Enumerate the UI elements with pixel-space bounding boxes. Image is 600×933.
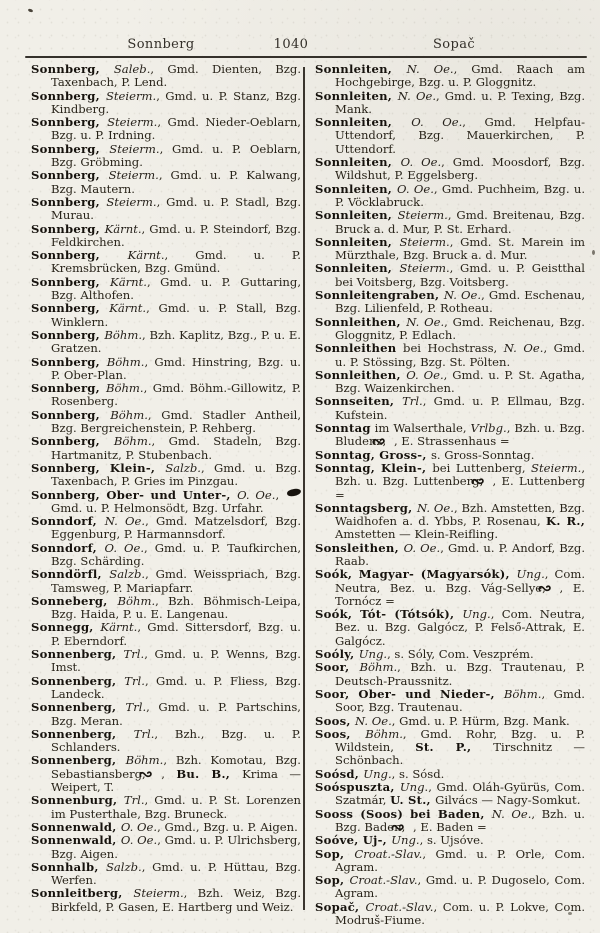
region-abbr: Steierm. [133,886,184,901]
headword: Sonnegg, [31,620,101,635]
entry [315,262,585,289]
region-abbr: N. Oe. [491,806,532,821]
region-abbr: Steierm. [109,141,160,156]
region-abbr: Steierm. [531,460,582,475]
headword: Soóve, Uj-, [315,833,392,848]
entry-text: , Gmd. Nieder-Oeblarn, Bzg. u. P. Irdning. [51,115,301,143]
entry-text: , s. Ujsóve. [419,833,484,848]
entry-text: , E. Luttenberg = [335,474,586,502]
entry-text: , Gmd. u. Bzg. Taxenbach, P. Gries im Pinzgau. [51,460,302,489]
entry [315,462,585,502]
headword: Sonndorf, [31,540,105,555]
region-abbr: Böhm. [365,726,403,741]
region-abbr: Croat.-Slav. [354,846,423,861]
entry [31,356,301,383]
entry [31,794,301,821]
entry-text: , Bzh. Kaplitz, Bzg., P. u. E. Gratzen. [51,327,301,356]
region-abbr: Trl. [124,673,145,688]
headword: Bu. B., [176,766,243,781]
headword: Sonnberg, [31,248,128,263]
entry-text: Krima — Weipert, T. [51,766,301,795]
headword: Sonnenburg, [31,793,124,808]
entry-text: Amstetten — Klein-Reifling. [335,527,499,542]
entry-text: , E. Strassenhaus = [393,434,510,449]
paper-speck [592,250,595,255]
region-abbr: Böhm. [125,753,164,768]
entry-text: , Bzh. u. Bzg. Luttenberg, [335,460,585,489]
entry-text: , Gmd. u. P. Stadl, Bzg. Murau. [51,194,302,223]
region-abbr: Steierm. [107,115,158,130]
headword: K. R., [546,514,585,529]
region-abbr: Böhm. [110,407,148,422]
region-abbr: O. Oe. [400,155,442,170]
entry [31,409,301,436]
headword: Sonnberg, [31,221,105,236]
entry-text: , Gmd. u. P. St. Agatha, Bzg. Waizenkirchen. [335,367,585,396]
entry [31,276,301,303]
column-divider [303,67,305,910]
entry [315,568,585,608]
headword: Sonnleithen, [315,367,407,382]
headword: Sonnhalb, [31,859,106,874]
region-abbr: Steierm. [106,194,157,209]
headword: Sooss (Soos) bei Baden, [315,806,492,821]
entry [315,289,585,316]
entry-text: , Gmd. u. P. Andorf, Bzg. Raab. [335,540,585,568]
entry-text: , Bzh. u. Bzg. Trautenau, P. Deutsch-Praussnitz. [335,660,585,688]
entry [315,63,585,90]
region-abbr: Salzb. [165,460,201,475]
entry-text: , Gmd. Breitenau, Bzg. Bruck a. d. Mur, P. St. Erhard. [335,208,585,236]
headword: Sonntagsberg, [315,500,417,515]
entry-text: , s. Sósd. [391,766,445,781]
region-abbr: N. Oe. [443,288,482,303]
entry [31,169,301,196]
headword: Sop, [315,873,350,888]
entry-text: , Gmd. u. P. Stall, Bzg. Winklern. [51,301,301,329]
headword: Soor, Ober- und Nieder-, [315,686,504,701]
entry [315,156,585,183]
entry-text: , Gmd. Matzelsdorf, Bzg. Eggenburg, P. Harmannsdorf. [51,514,302,542]
headword: Sonnberg, [31,354,107,369]
entry-text: , [161,766,177,781]
region-abbr: Salzb. [105,859,142,874]
entry [315,395,585,422]
entry-text: , Gmd. u. P. Hüttau, Bzg. Werfen. [51,859,301,888]
entry-text: , Gmd. u. P. Partschins, Bzg. Meran. [51,700,301,728]
entry [315,728,585,768]
region-abbr: N. Oe. [416,500,454,515]
entry-text: , Gmd. u. P. Ulrichsberg, Bzg. Aigen. [51,833,301,861]
entry-text: , Gmd. u. P. Kremsbrücken, Bzg. Gmünd. [51,248,301,276]
headword: Sonnleiten, [315,261,400,276]
entry [315,661,585,688]
entry-text: , E. Tornócz = [335,580,585,608]
headword: Sonnleiten, [315,181,398,196]
entry-text: , Gmd. u. P. Wenns, Bzg. Imst. [51,647,301,675]
entry [315,449,585,462]
entry-text: , Bzh. Weiz, Bzg. Birkfeld, P. Gasen, E. Hartberg und Weiz. [51,886,301,914]
region-abbr: O. Oe. [411,115,463,130]
entry [315,781,585,808]
region-abbr: Vrlbg. [470,421,507,436]
entry [31,489,301,516]
headword: Sonnleiten, [315,234,400,249]
headword: Sonnleiten, [315,208,398,223]
entry [31,302,301,329]
entry [315,901,585,928]
entry [31,90,301,117]
entry-text: , Bzh. u. Bzg. Baden, [335,806,585,834]
entry [315,648,585,661]
entry-text: , Com. Neutra, Bez. u. Bzg. Galgócz, P. Felső-Attrak, E. Galgócz. [335,607,585,648]
entry [315,209,585,236]
entry [315,342,585,369]
entry-text: , Gmd. Weisspriach, Bzg. Tamsweg, P. Mariapfarr. [51,567,301,595]
entry [315,848,585,875]
entry-text: , Gmd. u. P. Ellmau, Bzg. Kufstein. [335,394,585,422]
region-abbr: Kärnt. [109,301,147,316]
headword: Sonnenberg, [31,700,126,715]
headword: Sonnberg, [31,194,107,209]
region-abbr: O. Oe. [120,819,158,834]
headword: Sonndorf, [31,514,105,529]
entry [31,223,301,250]
region-abbr: Trl. [123,793,145,808]
entry-text: , Gmd. Stadler Antheil, Bzg. Bergreichenstein, P. Rehberg. [51,407,302,436]
headword: U. St., [390,793,436,808]
entry [31,542,301,569]
region-abbr: O. Oe. [397,181,434,196]
entry [315,768,585,781]
entry [31,675,301,702]
entry [31,754,301,794]
entry-text: , Gmd. Raach am Hochgebirge, Bzg. u. P. Gloggnitz. [335,62,586,90]
headword: Sonnleiten, [315,155,401,170]
region-abbr: N. Oe. [354,713,392,728]
entry [31,382,301,409]
headword: Sonnleiten, [315,88,398,103]
headword: Sonnberg, Ober- und Unter-, [31,487,238,502]
headword: Sonnberg, [31,141,110,156]
region-abbr: Ung. [399,780,429,795]
region-abbr: Ung. [363,766,392,781]
entry-text: , Gmd. Helpfau-Uttendorf, Bzg. Mauerkirchen, P. Uttendorf. [335,115,585,156]
region-abbr: Steierm. [397,208,448,223]
headword: Sonnberg, [31,301,110,316]
headword: Sonnberg, [31,62,114,76]
headword: Sonnberg, Klein-, [31,460,166,475]
headword: Sonnenberg, [31,647,124,662]
column-right [315,63,585,927]
entry [31,821,301,834]
entry-text: Gilvács — Nagy-Somkut. [435,793,581,808]
region-abbr: Steierm. [105,88,157,103]
headword: Sopač, [315,899,366,914]
paper-speck [28,8,34,13]
headword: Sonnseiten, [315,394,403,409]
running-head-left: Sonnberg [127,37,195,52]
entry [31,143,301,170]
headword: Sonnenberg, [31,673,125,688]
headword: Sonnberg, [31,88,106,103]
region-abbr: Ung. [358,647,388,662]
headword: Sonnenberg, [31,726,134,741]
entry-text: , Gmd. Böhm.-Gillowitz, P. Rosenberg. [51,381,301,409]
column-left [31,63,301,914]
region-abbr: Ung. [462,607,491,622]
entry-text: , Gmd. Stadeln, Bzg. Hartmanitz, P. Stubenbach. [51,434,301,462]
entry [315,90,585,117]
entry [315,834,585,847]
region-abbr: Trl. [402,394,423,409]
entry-text: , E. Baden = [412,819,487,834]
headword: Sonnleitberg, [31,886,134,901]
entry [315,183,585,210]
entry-text: , Com. u. P. Lokve, Com. Modruš-Fiume. [335,899,585,927]
headword: Sonnberg, [31,168,109,183]
entry-text: , Gmd. u. P. Dugoselo, Com. Agram. [335,873,585,901]
entry-text: , Gmd. u. P. Texing, Bzg. Mank. [335,88,586,116]
running-head-right: Sopač [432,37,476,52]
region-abbr: Böhm. [106,354,145,369]
entry-text: , Bzh. Böhmisch-Leipa, Bzg. Haida, P. u. E. Langenau. [51,593,301,622]
headword: Sonnleithen [315,341,397,356]
region-abbr: Böhm. [359,660,398,675]
entry [31,728,301,755]
entry-text: , Gmd. Dienten, Bzg. Taxenbach, P. Lend. [51,62,302,90]
headword: Sonnberg, [31,274,111,289]
entry-text: , Gmd. u. P. Hürm, Bzg. Mank. [391,713,570,728]
entry [31,887,301,914]
region-abbr: N. Oe. [406,314,445,329]
headword: Soók, Magyar- (Magyarsók), [315,567,517,582]
region-abbr: Böhm. [105,381,144,396]
headword: Sonnleiten, [315,115,412,130]
entry [315,236,585,263]
entry [315,116,585,156]
entry-text: , Gmd. u. P. Stössing, Bzg. St. Pölten. [335,341,586,369]
entry-text: , Gmd. u. P. Taufkirchen, Bzg. Schärding. [51,540,302,568]
entry-text: , Com. Neutra, Bez. u. Bzg. Vág-Sellye, [335,567,586,595]
headword: Sonnberg, [31,381,106,396]
entry-text: , Gmd. u. P. Oeblarn, Bzg. Gröbming. [51,141,301,170]
region-abbr: Salzb. [109,567,146,582]
region-abbr: Croat.-Slav. [365,899,434,914]
headword: Soor, [315,660,360,675]
entry-text: , Gmd. Reichenau, Bzg. Gloggnitz, P. Edlach. [335,314,585,342]
entry-text: Gmd. u. P. Helmonsödt, Bzg. Urfahr. [51,500,264,515]
region-abbr: Kärnt. [127,248,165,263]
entry [31,116,301,143]
headword: Sonnleithen, [315,314,407,329]
entry-text: , Gmd. u. P. Orle, Com. Agram. [335,846,586,874]
entry-text: , Gmd. u. P. Guttaring, Bzg. Althofen. [51,274,302,303]
headword: Sonntag [315,421,371,436]
entry [315,688,585,715]
entry [31,701,301,728]
headword: Soos, [315,713,355,728]
entry-text: , s. Sóly, Com. Veszprém. [387,647,534,662]
entry [31,595,301,622]
entry-text: , Gmd. u. P. Kalwang, Bzg. Mautern. [51,168,301,196]
headword: Sonnleiten, [315,62,407,76]
headword: Sonnenberg, [31,753,126,768]
entry-text: , Gmd. Puchheim, Bzg. u. P. Vöcklabruck. [335,181,585,209]
region-abbr: Trl. [133,726,155,741]
page-number: 1040 [273,37,309,52]
entry-text: , Bzh. u. Bzg. Bludenz, [335,421,585,449]
entry-text: Tirschnitz — Schönbach. [335,740,585,768]
entry [315,422,585,449]
region-abbr: O. Oe. [237,487,276,502]
entry-text: , Gmd., Bzg. u. P. Aigen. [157,819,298,834]
entry [31,568,301,595]
region-abbr: Steierm. [399,234,450,249]
entry-text: im Walserthale, [370,421,471,436]
region-abbr: Ung. [391,833,420,848]
headword: Soók, Tót- (Tótsók), [315,607,463,622]
ink-smudge [287,488,302,497]
entry [315,608,585,648]
entry [31,515,301,542]
entry [31,63,301,90]
headword: Sonsleithen, [315,540,404,555]
entry-text: , Bzh. Amstetten, Bzg. Waidhofen a. d. Ybbs, P. Rosenau, [335,500,585,529]
entry [31,648,301,675]
region-abbr: Steierm. [399,261,450,276]
region-abbr: Trl. [125,700,147,715]
headword: St. P., [415,740,494,755]
headword: Sonnleitengraben, [315,288,444,303]
headword: Sonneberg, [31,593,118,608]
region-abbr: Böhm. [503,686,542,701]
entry-text: , Gmd. u. P. Steindorf, Bzg. Feldkirchen. [51,221,301,249]
entry [31,861,301,888]
headword: Soóspuszta, [315,780,400,795]
headword: Sonndörfl, [31,567,110,582]
entry [315,874,585,901]
region-abbr: Böhm. [117,593,156,608]
region-abbr: N. Oe. [406,62,454,76]
entry-text: , Gmd. u. P. St. Lorenzen im Pusterthale, Bzg. Bruneck. [51,793,301,821]
entry [315,808,585,835]
header-rule [25,56,587,58]
entry [315,715,585,728]
entry-text: , Gmd. Moosdorf, Bzg. Wildshut, P. Eggelsberg. [335,155,585,183]
entry-text: , Gmd. Sittersdorf, Bzg. u. P. Eberndorf. [51,620,301,648]
region-abbr: O. Oe. [104,540,145,555]
entry-text: bei Luttenberg, [432,460,532,475]
entry-text: , Gmd. Rohr, Bzg. u. P. Wildstein, [335,726,585,755]
headword: Soos, [315,726,366,741]
region-abbr: Böhm. [113,434,152,449]
headword: Sonntag, Gross-, [315,447,431,462]
entry [31,462,301,489]
headword: Sonnberg, [31,327,105,342]
entry-text: , Gmd. Hinstring, Bzg. u. P. Ober-Plan. [51,354,301,382]
headword: Sonnenwald, [31,833,121,848]
entry [31,435,301,462]
headword: Sonnenwald, [31,819,121,834]
region-abbr: N. Oe. [503,341,544,356]
region-abbr: Saleb. [113,62,151,76]
region-abbr: O. Oe. [120,833,158,848]
entry-text: , Gmd. St. Marein im Mürzthale, Bzg. Bruck a. d. Mur. [335,234,586,263]
entry-text: , Gmd. u. P. Stanz, Bzg. Kindberg. [51,88,301,116]
region-abbr: Kärnt. [100,620,138,635]
headword: Sonnberg, [31,434,114,449]
entry [315,502,585,542]
entry [315,316,585,343]
region-abbr: Ung. [516,567,545,582]
entry [31,329,301,356]
region-abbr: Steierm. [108,168,159,183]
headword: Soóly, [315,647,359,662]
entry-text: , Gmd. u. P. Geistthal bei Voitsberg, Bzg. Voitsberg. [335,261,585,289]
entry [315,542,585,569]
headword: Sonntag, Klein-, [315,460,433,475]
region-abbr: O. Oe. [403,540,441,555]
headword: Soósd, [315,766,364,781]
entry [31,196,301,223]
entry-text: , Gmd. Soor, Bzg. Trautenau. [335,686,585,715]
entry-text: bei Hochstrass, [396,341,504,356]
region-abbr: O. Oe. [406,367,444,382]
headword: Sonnberg, [31,115,108,130]
entry-text: , Gmd. u. P. Fliess, Bzg. Landeck. [51,673,302,701]
region-abbr: Croat.-Slav. [349,873,418,888]
entry-text: , [275,487,285,502]
entry-text: , Bzh., Bzg. u. P. Schlanders. [51,726,301,755]
entry [31,249,301,276]
region-abbr: Kärnt. [110,274,147,289]
region-abbr: Trl. [123,647,145,662]
region-abbr: N. Oe. [397,88,437,103]
entry-text: , Gmd. Oláh-Gyürüs, Com. Szatmár, [335,780,585,808]
region-abbr: Kärnt. [104,221,142,236]
headword: Sop, [315,846,355,861]
entry [315,369,585,396]
headword: Sonnberg, [31,407,111,422]
region-abbr: N. Oe. [104,514,146,529]
entry [31,834,301,861]
entry [31,621,301,648]
region-abbr: Böhm. [104,327,143,342]
entry-text: s. Gross-Sonntag. [430,447,535,462]
entry-text: , Bzh. Komotau, Bzg. Sebastiansberg, [51,753,301,781]
entry-text: , Gmd. Eschenau, Bzg. Lilienfeld, P. Rotheau. [335,288,586,316]
